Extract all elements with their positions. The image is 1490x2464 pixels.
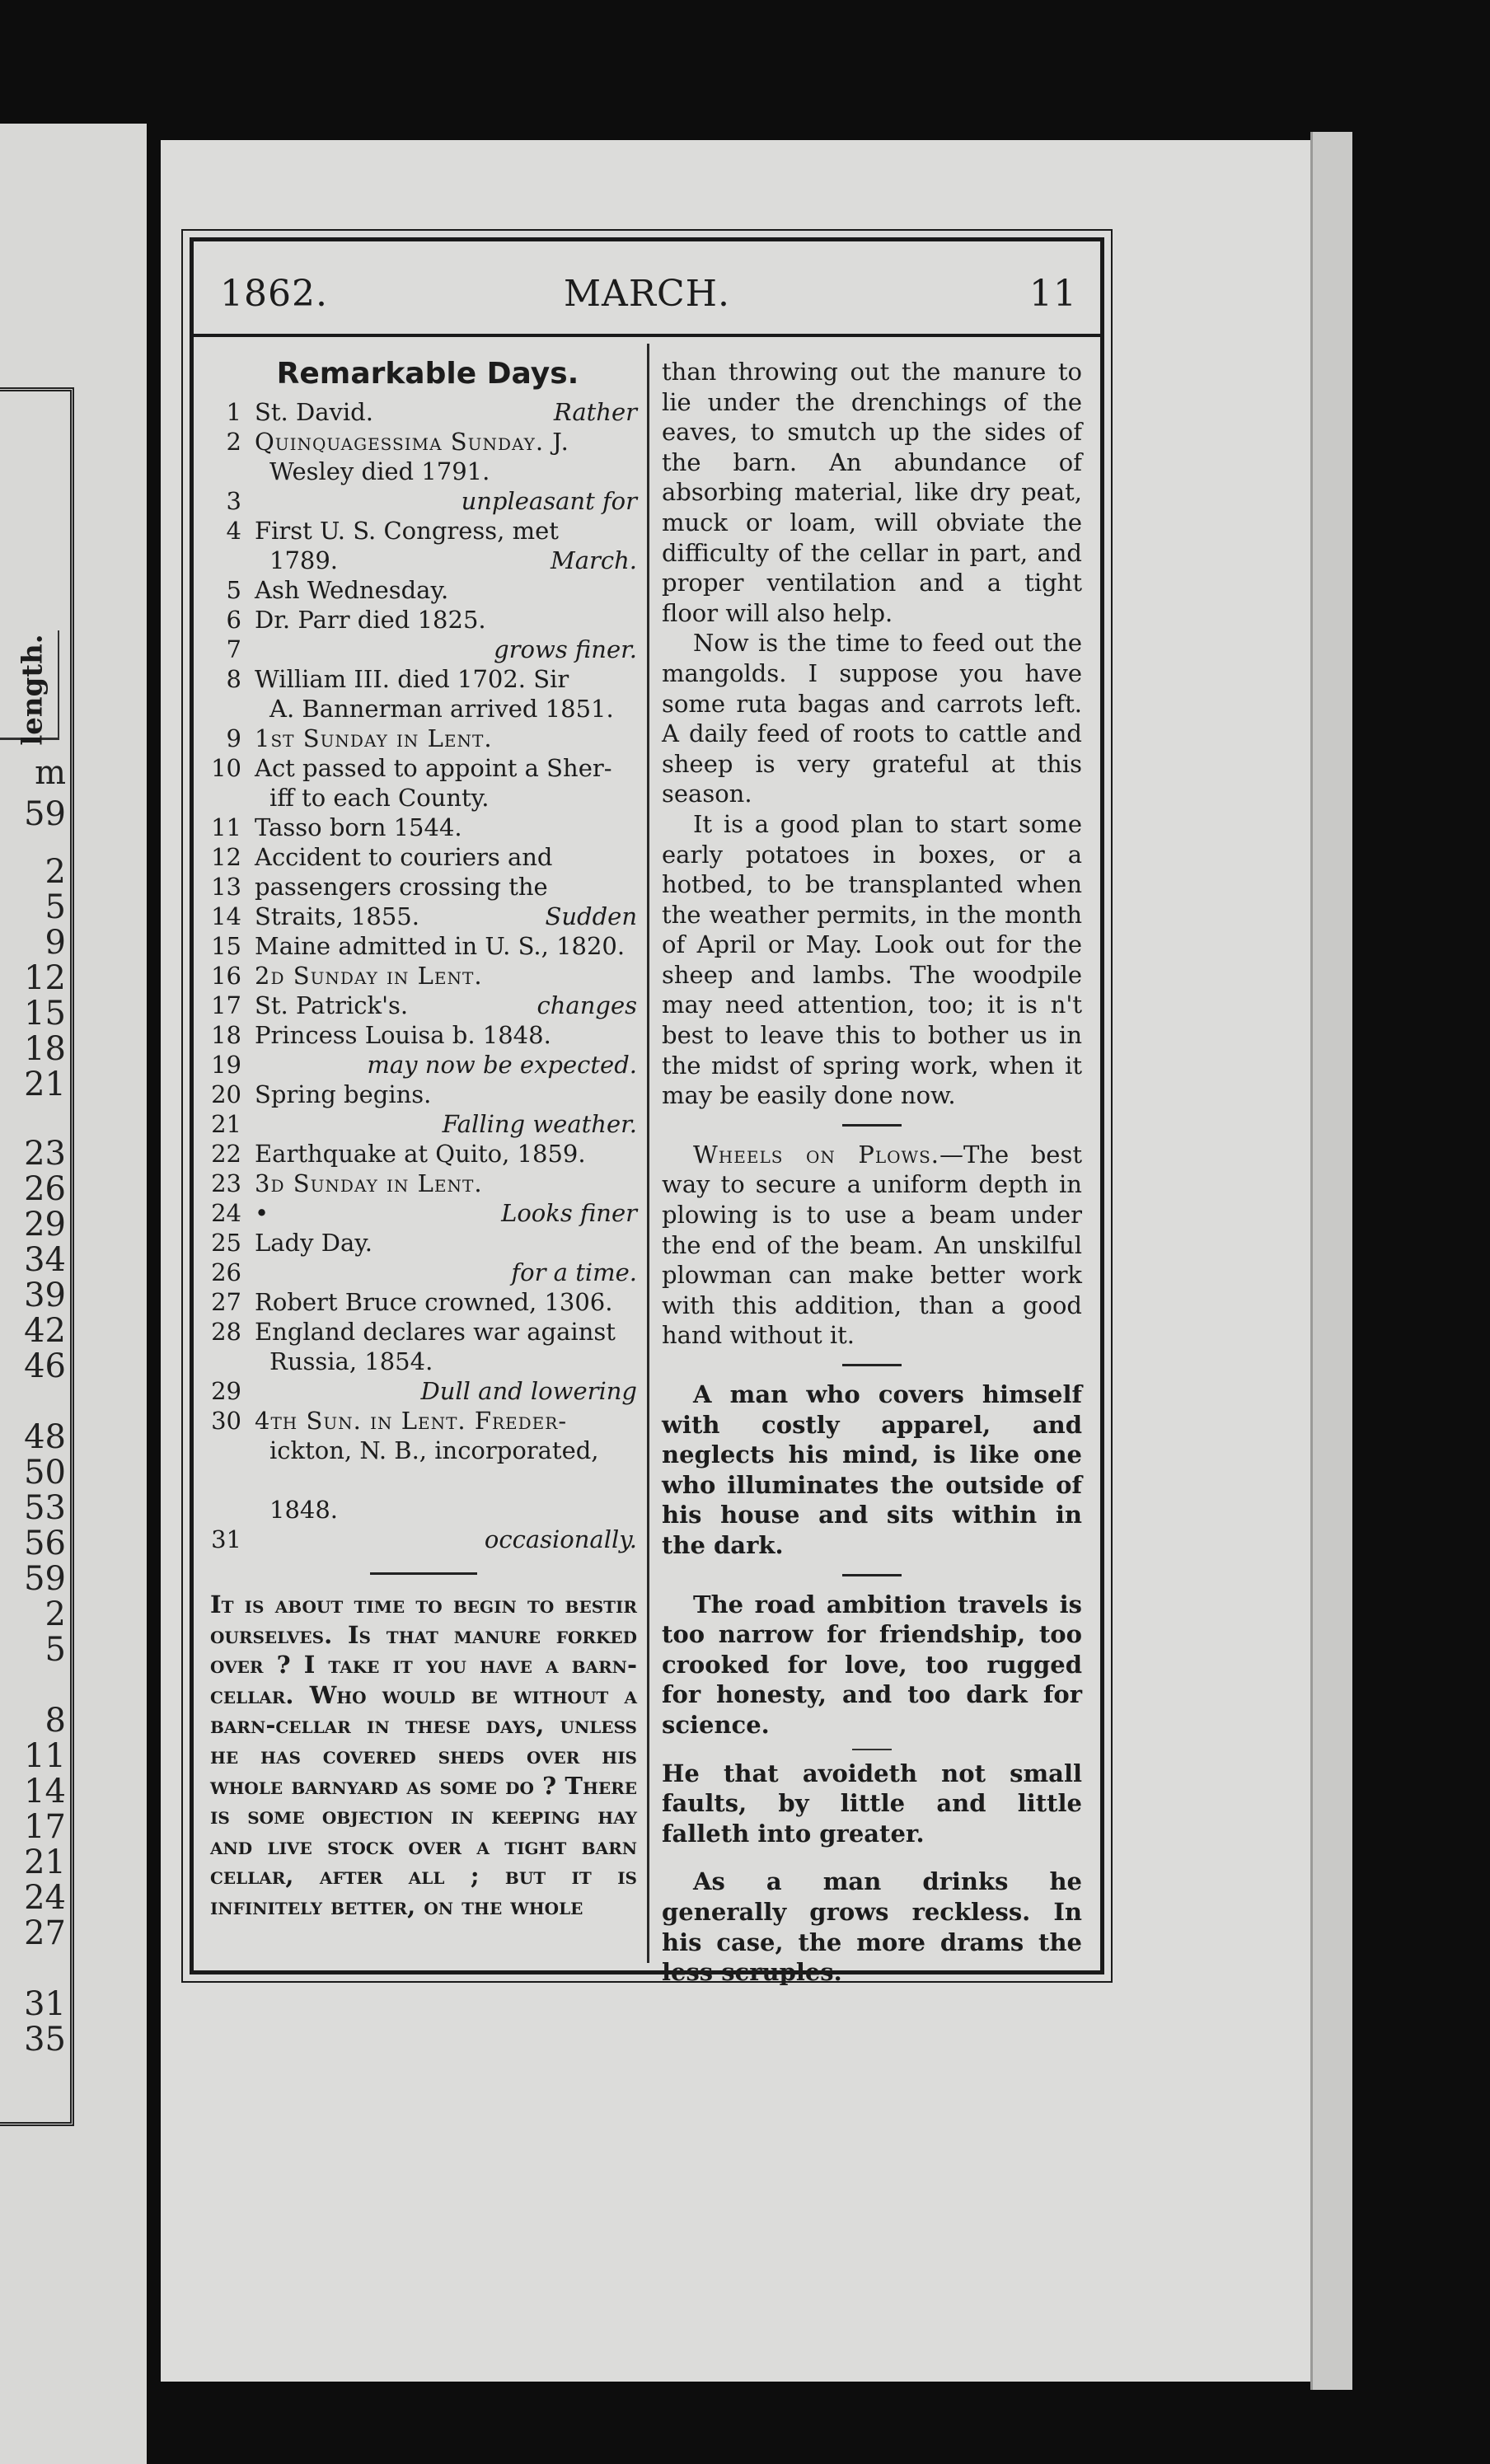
- day-event-line: [255, 724, 637, 753]
- day-number: 30: [211, 1407, 241, 1435]
- day-row: [210, 1317, 637, 1376]
- day-event-line: [255, 1109, 637, 1139]
- day-row: [210, 575, 637, 605]
- remarkable-days-title: Remarkable Days.: [276, 357, 579, 391]
- day-number: 14: [211, 902, 241, 930]
- day-event-line: [255, 902, 637, 931]
- left-table-number: 26: [24, 1170, 66, 1208]
- day-number: 20: [211, 1080, 241, 1108]
- day-number: 27: [211, 1288, 241, 1316]
- day-number: 21: [211, 1110, 241, 1138]
- day-event: St. David.: [255, 398, 373, 426]
- left-table-header: [0, 630, 59, 746]
- day-event: Dr. Parr died 1825.: [255, 606, 486, 634]
- left-table-number: 48: [24, 1418, 66, 1456]
- page-edge: [1310, 132, 1352, 2390]
- day-event-continuation-text: 1789.: [269, 546, 339, 574]
- day-number: 16: [211, 962, 241, 990]
- day-event-line: [255, 486, 637, 516]
- barn-cellar-paragraph: [210, 1590, 637, 1922]
- paragraph-text: It is about time to begin to bestir ourselves. Is that manure forked over ? I take it you have a barn-cellar. Who would be without a barn-cellar in these days, unless he has covered sheds over his whole barnyard as some do ? There is some objection in keeping hay and live stock over a tight barn cellar, after all ; but it is infinitely better, on the whole: [210, 1590, 637, 1920]
- day-event: Quinquagessima Sunday. J.: [255, 428, 569, 456]
- left-page-fragment: [0, 124, 147, 2464]
- day-number: 4: [226, 517, 241, 545]
- day-event-line: [255, 842, 637, 872]
- left-table-number: 24: [24, 1879, 66, 1917]
- day-number: 1: [226, 398, 241, 426]
- day-event-continuation-text: A. Bannerman arrived 1851.: [269, 695, 614, 723]
- day-event-line: [255, 1376, 637, 1406]
- day-event-line: [255, 575, 637, 605]
- day-row: [210, 1198, 637, 1228]
- plows-paragraph: [662, 1140, 1082, 1351]
- section-divider: [842, 1574, 902, 1576]
- day-event-line: [255, 1198, 637, 1228]
- day-row: [210, 1228, 637, 1258]
- day-event: Lady Day.: [255, 1229, 373, 1257]
- left-table-number: 59: [24, 795, 66, 833]
- manure-paragraph: than throwing out the manure to lie under the drenchings of the eaves, to smutch up the sides of the barn. An abundance of absorbing material, like dry peat, muck or loam, will obviate the difficulty of the cellar in part, and proper ventilation and a tight floor will also help.: [662, 358, 1082, 627]
- day-row: [210, 1376, 637, 1406]
- day-row: [210, 1465, 637, 1525]
- left-header-text: length.: [16, 634, 49, 746]
- day-row: [210, 1287, 637, 1317]
- day-number: 31: [211, 1525, 241, 1553]
- day-event-continuation: [269, 783, 637, 813]
- day-event-line: [255, 813, 637, 842]
- day-event-line: [255, 1406, 637, 1436]
- day-event-line: [255, 931, 637, 961]
- day-number: 2: [226, 428, 241, 456]
- day-event-line: [255, 635, 637, 664]
- day-event-continuation-text: Wesley died 1791.: [269, 457, 490, 485]
- day-row: [210, 902, 637, 931]
- left-table-number: 17: [24, 1808, 66, 1846]
- drinks-paragraph: As a man drinks he generally grows reckless. In his case, the more drams the less scruples.: [662, 1867, 1082, 1987]
- day-row: [210, 1139, 637, 1169]
- day-event: 4th Sun. in Lent. Freder-: [255, 1407, 568, 1435]
- day-event-line: [255, 753, 637, 783]
- day-event-line: [255, 1317, 637, 1347]
- day-event-line: [255, 1080, 637, 1109]
- day-row: [210, 1109, 637, 1139]
- day-number: 22: [211, 1140, 241, 1168]
- day-event: 2d Sunday in Lent.: [255, 962, 483, 990]
- day-number: 19: [211, 1051, 241, 1079]
- ambition-paragraph: The road ambition travels is too narrow for friendship, too crooked for love, too rugged for honesty, and too dark for science.: [662, 1590, 1082, 1739]
- day-event: First U. S. Congress, met: [255, 517, 559, 545]
- day-row: [210, 397, 637, 427]
- day-event-line: [255, 1525, 637, 1554]
- weather-rhyme: Looks finer: [501, 1199, 637, 1227]
- day-event-line: [255, 1465, 637, 1495]
- left-table-number: 59: [24, 1560, 66, 1598]
- day-row: [210, 605, 637, 635]
- left-table-number: 5: [45, 1631, 66, 1669]
- day-event-line: [255, 1169, 637, 1198]
- day-number: 12: [211, 843, 241, 871]
- day-event-line: [255, 605, 637, 635]
- day-number: 8: [226, 665, 241, 693]
- day-event-line: [255, 397, 637, 427]
- weather-rhyme: March.: [551, 546, 637, 574]
- day-event-line: [255, 664, 637, 694]
- day-number: 28: [211, 1318, 241, 1346]
- day-event: Tasso born 1544.: [255, 813, 462, 841]
- weather-rhyme: unpleasant for: [461, 487, 637, 515]
- mangolds-paragraph: Now is the time to feed out the mangolds. I suppose you have some ruta bagas and carrots left. A daily feed of roots to cattle and sheep is very grateful at this season.: [662, 629, 1082, 808]
- day-event: Maine admitted in U. S., 1820.: [255, 932, 626, 960]
- day-event-line: [255, 1228, 637, 1258]
- remarkable-days-list: [210, 397, 637, 1554]
- day-event-continuation: [269, 1495, 637, 1525]
- day-number: 7: [226, 635, 241, 663]
- day-row: [210, 931, 637, 961]
- left-table-number: 29: [24, 1206, 66, 1244]
- left-table-number: 42: [24, 1312, 66, 1350]
- day-event: St. Patrick's.: [255, 991, 409, 1019]
- left-table-number: 56: [24, 1525, 66, 1562]
- day-event: England declares war against: [255, 1318, 616, 1346]
- day-number: 6: [226, 606, 241, 634]
- day-event-line: [255, 1050, 637, 1080]
- page-number: 11: [1029, 273, 1077, 315]
- day-event: Ash Wednesday.: [255, 576, 449, 604]
- header-month: MARCH.: [564, 273, 730, 315]
- day-event-line: [255, 1287, 637, 1317]
- left-table-number: 15: [24, 995, 66, 1033]
- left-table-number: 18: [24, 1030, 66, 1068]
- day-number: 23: [211, 1169, 241, 1197]
- right-column: [662, 357, 1082, 1988]
- page-header: [194, 273, 1100, 322]
- day-number: 29: [211, 1377, 241, 1405]
- day-number: 10: [211, 754, 241, 782]
- day-row: [210, 664, 637, 724]
- column-divider: [647, 344, 649, 1963]
- day-row: [210, 1050, 637, 1080]
- section-divider: [842, 1364, 902, 1366]
- left-table-number: m: [35, 754, 66, 792]
- day-event-continuation-text: 1848.: [269, 1496, 339, 1524]
- section-divider: [852, 1857, 892, 1858]
- potatoes-paragraph: It is a good plan to start some early potatoes in boxes, or a hotbed, to be transplanted when the weather permits, in the month of April or May. Look out for the sheep and lambs. The woodpile may need attention, too; it is n't best to leave this to bother us in the midst of spring work, when it may be easily done now.: [662, 809, 1082, 1110]
- left-table-number: 12: [24, 959, 66, 997]
- left-table-number: 8: [45, 1702, 66, 1740]
- weather-rhyme: Rather: [553, 398, 637, 426]
- day-event: William III. died 1702. Sir: [255, 665, 569, 693]
- day-number: 3: [226, 487, 241, 515]
- day-row: [210, 486, 637, 516]
- day-event-continuation-text: iff to each County.: [269, 784, 490, 812]
- left-table-number: 21: [24, 1066, 66, 1103]
- weather-rhyme: occasionally.: [484, 1525, 637, 1553]
- weather-rhyme: grows finer.: [494, 635, 637, 663]
- weather-rhyme: Sudden: [545, 902, 637, 930]
- left-table-number: 50: [24, 1454, 66, 1492]
- faults-paragraph: He that avoideth not small faults, by little and little falleth into greater.: [662, 1759, 1082, 1848]
- day-number: 13: [211, 873, 241, 901]
- day-number: 18: [211, 1021, 241, 1049]
- day-number: 9: [226, 724, 241, 752]
- left-table-number: 27: [24, 1914, 66, 1952]
- weather-rhyme: Falling weather.: [442, 1110, 637, 1138]
- left-table-number: 31: [24, 1985, 66, 2023]
- left-column: [210, 347, 637, 1922]
- section-divider: [852, 1749, 892, 1750]
- day-row: [210, 842, 637, 872]
- day-number: 24: [211, 1199, 241, 1227]
- weather-rhyme: for a time.: [511, 1258, 637, 1286]
- day-row: [210, 753, 637, 813]
- day-event-line: [255, 1139, 637, 1169]
- left-table-number: 34: [24, 1241, 66, 1279]
- day-number: 26: [211, 1258, 241, 1286]
- header-year: 1862.: [220, 273, 328, 315]
- day-event: Act passed to appoint a Sher-: [255, 754, 612, 782]
- day-event-continuation: [269, 694, 637, 724]
- left-table-number: 11: [24, 1737, 66, 1775]
- day-event-continuation: [269, 1347, 637, 1376]
- day-number: 11: [211, 813, 241, 841]
- day-event: Princess Louisa b. 1848.: [255, 1021, 551, 1049]
- header-rule: [194, 334, 1100, 337]
- apparel-paragraph: A man who covers himself with costly apparel, and neglects his mind, is like one who illuminates the outside of his house and sits within in the dark.: [662, 1380, 1082, 1559]
- day-event-continuation-text: Russia, 1854.: [269, 1347, 433, 1375]
- left-table-number: 46: [24, 1347, 66, 1385]
- day-event: Spring begins.: [255, 1080, 432, 1108]
- left-table-number: 2: [45, 1595, 66, 1633]
- day-row: [210, 813, 637, 842]
- day-row: [210, 991, 637, 1020]
- day-event-continuation: [269, 1436, 637, 1465]
- section-divider: [842, 1124, 902, 1127]
- day-event: Robert Bruce crowned, 1306.: [255, 1288, 613, 1316]
- weather-rhyme: Dull and lowering: [420, 1377, 637, 1405]
- day-row: [210, 1525, 637, 1554]
- section-divider: [370, 1572, 477, 1575]
- day-event-continuation: [269, 457, 637, 486]
- plows-heading: Wheels on Plows.: [693, 1140, 940, 1169]
- day-row: [210, 872, 637, 902]
- left-table-number: 21: [24, 1843, 66, 1881]
- page-frame: [190, 237, 1104, 1987]
- day-row: [210, 1169, 637, 1198]
- day-row: [210, 724, 637, 753]
- day-row: [210, 1020, 637, 1050]
- left-table-number: 53: [24, 1489, 66, 1527]
- weather-rhyme: changes: [536, 991, 637, 1019]
- weather-rhyme: may now be expected.: [367, 1051, 637, 1079]
- day-event: Straits, 1855.: [255, 902, 419, 930]
- left-table-number: 23: [24, 1135, 66, 1173]
- left-table-number: 9: [45, 924, 66, 962]
- day-row: [210, 1258, 637, 1287]
- day-event-line: [255, 1020, 637, 1050]
- left-table-number: 35: [24, 2021, 66, 2059]
- day-event: Earthquake at Quito, 1859.: [255, 1140, 586, 1168]
- day-event-line: [255, 516, 637, 546]
- day-event: 1st Sunday in Lent.: [255, 724, 493, 752]
- day-event: •: [255, 1199, 269, 1227]
- day-event-continuation-text: ickton, N. B., incorporated,: [269, 1436, 599, 1464]
- day-event: 3d Sunday in Lent.: [255, 1169, 483, 1197]
- plows-text: —The best way to secure a uniform depth in plowing is to use a beam under the end of the beam. An unskilful plowman can make better work with this addition, than a good hand without it.: [662, 1140, 1082, 1350]
- day-row: [210, 1080, 637, 1109]
- left-table-number: 39: [24, 1277, 66, 1314]
- day-number: 17: [211, 991, 241, 1019]
- left-table-number: 5: [45, 888, 66, 926]
- day-event-continuation: [269, 546, 637, 575]
- left-table: [0, 387, 74, 2126]
- left-table-number: 2: [45, 853, 66, 891]
- day-number: 5: [226, 576, 241, 604]
- day-event-line: [255, 961, 637, 991]
- day-event: Accident to couriers and: [255, 843, 553, 871]
- left-table-number: 14: [24, 1773, 66, 1811]
- day-number: 25: [211, 1229, 241, 1257]
- day-event-line: [255, 427, 637, 457]
- day-event-line: [255, 1258, 637, 1287]
- day-number: 15: [211, 932, 241, 960]
- day-event: passengers crossing the: [255, 873, 548, 901]
- day-row: [210, 635, 637, 664]
- day-row: [210, 1406, 637, 1465]
- day-row: [210, 427, 637, 486]
- day-row: [210, 961, 637, 991]
- day-event-line: [255, 991, 637, 1020]
- day-event-line: [255, 872, 637, 902]
- day-row: [210, 516, 637, 575]
